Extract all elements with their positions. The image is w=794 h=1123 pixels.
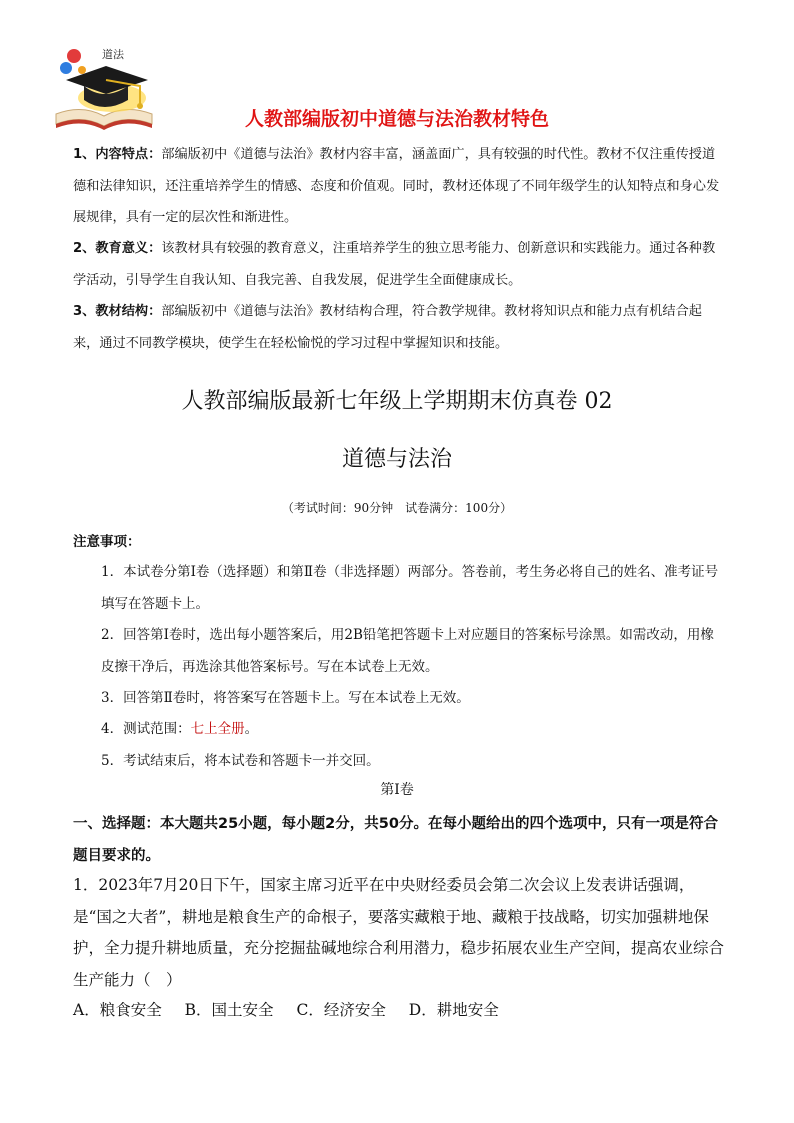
logo-label: 道法 — [102, 48, 124, 61]
feature-paragraph — [73, 296, 723, 359]
feature-paragraph — [73, 139, 723, 234]
question-stem: 1．2023年7月20日下午，国家主席习近平在中央财经委员会第二次会议上发表讲话强调，是“国之大者”，耕地是粮食生产的命根子，要落实藏粮于地、藏粮于技战略，切实加强耕地保护，全力提升耕地质量，充分挖掘盐碱地综合利用潜力，稳步拓展农业生产空间，提高农业综合生产能力（ ） — [73, 876, 725, 989]
note-item: 4．测试范围：七上全册。 — [101, 721, 259, 737]
feature-label: 2、教育意义： — [73, 241, 162, 256]
note-item: 3．回答第Ⅱ卷时，将答案写在答题卡上。写在本试卷上无效。 — [101, 690, 470, 706]
option-b: B．国土安全 — [184, 1001, 274, 1019]
feature-paragraph — [73, 233, 723, 296]
option-d: D．耕地安全 — [408, 1001, 499, 1019]
banner-title: 人教部编版初中道德与法治教材特色 — [244, 108, 549, 130]
test-scope: 七上全册 — [190, 721, 245, 737]
option-c: C．经济安全 — [296, 1001, 386, 1019]
note-item: 5．考试结束后，将本试卷和答题卡一并交回。 — [101, 753, 380, 769]
note-item: 1．本试卷分第Ⅰ卷（选择题）和第Ⅱ卷（非选择题）两部分。答卷前，考生务必将自己的姓名、准考证号填写在答题卡上。 — [101, 564, 719, 612]
exam-meta: （考试时间：90分钟 试卷满分：100分） — [281, 501, 513, 515]
feature-label: 1、内容特点： — [73, 147, 162, 162]
feature-text: 部编版初中《道德与法治》教材内容丰富，涵盖面广，具有较强的时代性。教材不仅注重传授道德和法律知识，还注重培养学生的情感、态度和价值观。同时，教材还体现了不同年级学生的认知特点和身心发展规律，具有一定的层次性和渐进性。 — [73, 147, 720, 225]
feature-text: 该教材具有较强的教育意义，注重培养学生的独立思考能力、创新意识和实践能力。通过各种教学活动，引导学生自我认知、自我完善、自我发展，促进学生全面健康成长。 — [73, 241, 716, 288]
exam-subject: 道德与法治 — [341, 447, 452, 472]
option-a: A．粮食安全 — [73, 1001, 162, 1019]
section-heading: 一、选择题：本大题共25小题，每小题2分，共50分。在每小题给出的四个选项中，只有一项是符合题目要求的。 — [73, 816, 718, 864]
part-heading: 第Ⅰ卷 — [380, 782, 414, 798]
feature-text: 部编版初中《道德与法治》教材结构合理，符合教学规律。教材将知识点和能力点有机结合起来，通过不同教学模块，使学生在轻松愉悦的学习过程中掌握知识和技能。 — [73, 304, 702, 351]
note-label: 4．测试范围： — [101, 721, 191, 737]
question-options — [73, 998, 517, 1020]
feature-label: 3、教材结构： — [73, 304, 162, 319]
exam-title: 人教部编版最新七年级上学期期末仿真卷 02 — [181, 389, 613, 414]
notes-heading: 注意事项： — [73, 534, 141, 550]
note-item: 2．回答第Ⅰ卷时，选出每小题答案后，用2B铅笔把答题卡上对应题目的答案标号涂黑。如需改动，用橡皮擦干净后，再选涂其他答案标号。写在本试卷上无效。 — [101, 627, 714, 675]
